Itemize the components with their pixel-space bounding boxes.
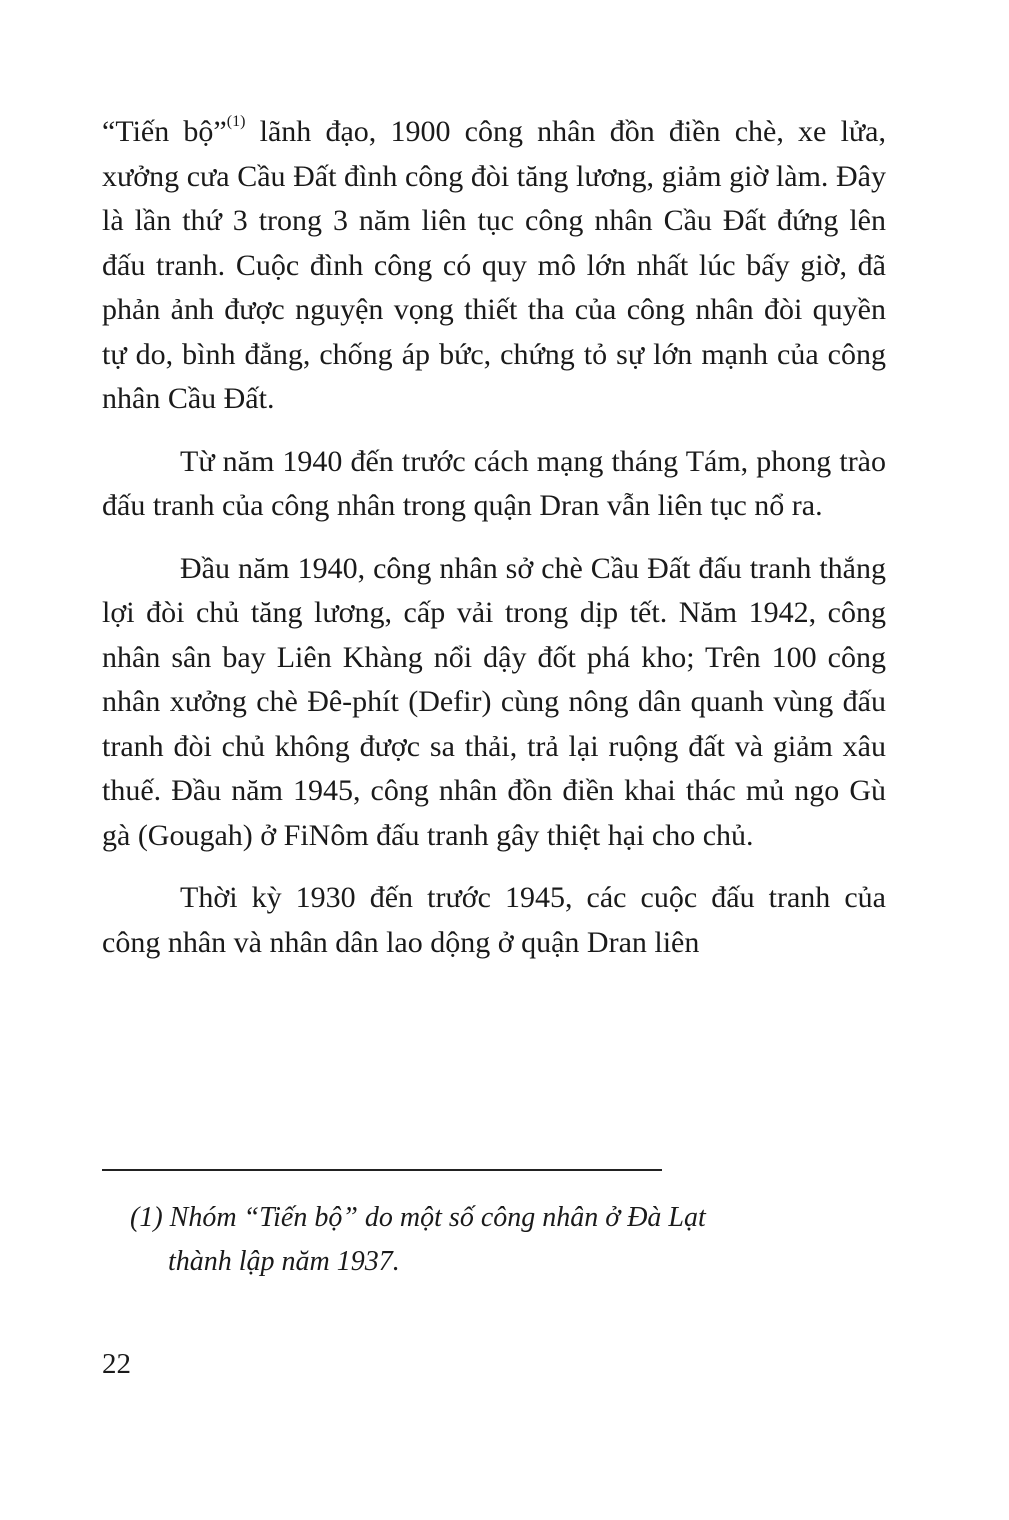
footnote-reference: (1) <box>226 113 246 130</box>
paragraph-1-text: lãnh đạo, 1900 công nhân đồn điền chè, xe lửa, xưởng cưa Cầu Đất đình công đòi tăng lương, giảm giờ làm. Đây là lần thứ 3 trong 3 năm liên tục công nhân Cầu Đất đứng lên đấu tranh. Cuộc đình công có quy mô lớn nhất lúc bấy giờ, đã phản ảnh được nguyện vọng thiết tha của công nhân đòi quyền tự do, bình đẳng, chống áp bức, chứng tỏ sự lớn mạnh của công nhân Cầu Đất. <box>102 115 886 415</box>
paragraph-1 <box>102 110 886 422</box>
page-number: 22 <box>102 1348 131 1380</box>
footnote-line-2: thành lập năm 1937. <box>168 1246 400 1277</box>
footnote <box>130 1196 830 1284</box>
footnote-separator <box>102 1169 662 1171</box>
footnote-line-1: (1) Nhóm “Tiến bộ” do một số công nhân ở Đà Lạt <box>130 1202 706 1233</box>
body-text <box>102 110 886 965</box>
paragraph-2: Từ năm 1940 đến trước cách mạng tháng Tám, phong trào đấu tranh của công nhân trong quận Dran vẫn liên tục nổ ra. <box>102 444 886 522</box>
paragraph-4: Thời kỳ 1930 đến trước 1945, các cuộc đấu tranh của công nhân và nhân dân lao dộng ở quận Dran liên <box>102 881 886 959</box>
paragraph-1-lead: “Tiến bộ” <box>102 115 227 148</box>
paragraph-3: Đầu năm 1940, công nhân sở chè Cầu Đất đấu tranh thắng lợi đòi chủ tăng lương, cấp vải trong dịp tết. Năm 1942, công nhân sân bay Liên Khàng nổi dậy đốt phá kho; Trên 100 công nhân xưởng chè Đê-phít (Defir) cùng nông dân quanh vùng đấu tranh đòi chủ không được sa thải, trả lại ruộng đất và giảm xâu thuế. Đầu năm 1945, công nhân đồn điền khai thác mủ ngo Gù gà (Gougah) ở FiNôm đấu tranh gây thiệt hại cho chủ. <box>102 551 886 852</box>
